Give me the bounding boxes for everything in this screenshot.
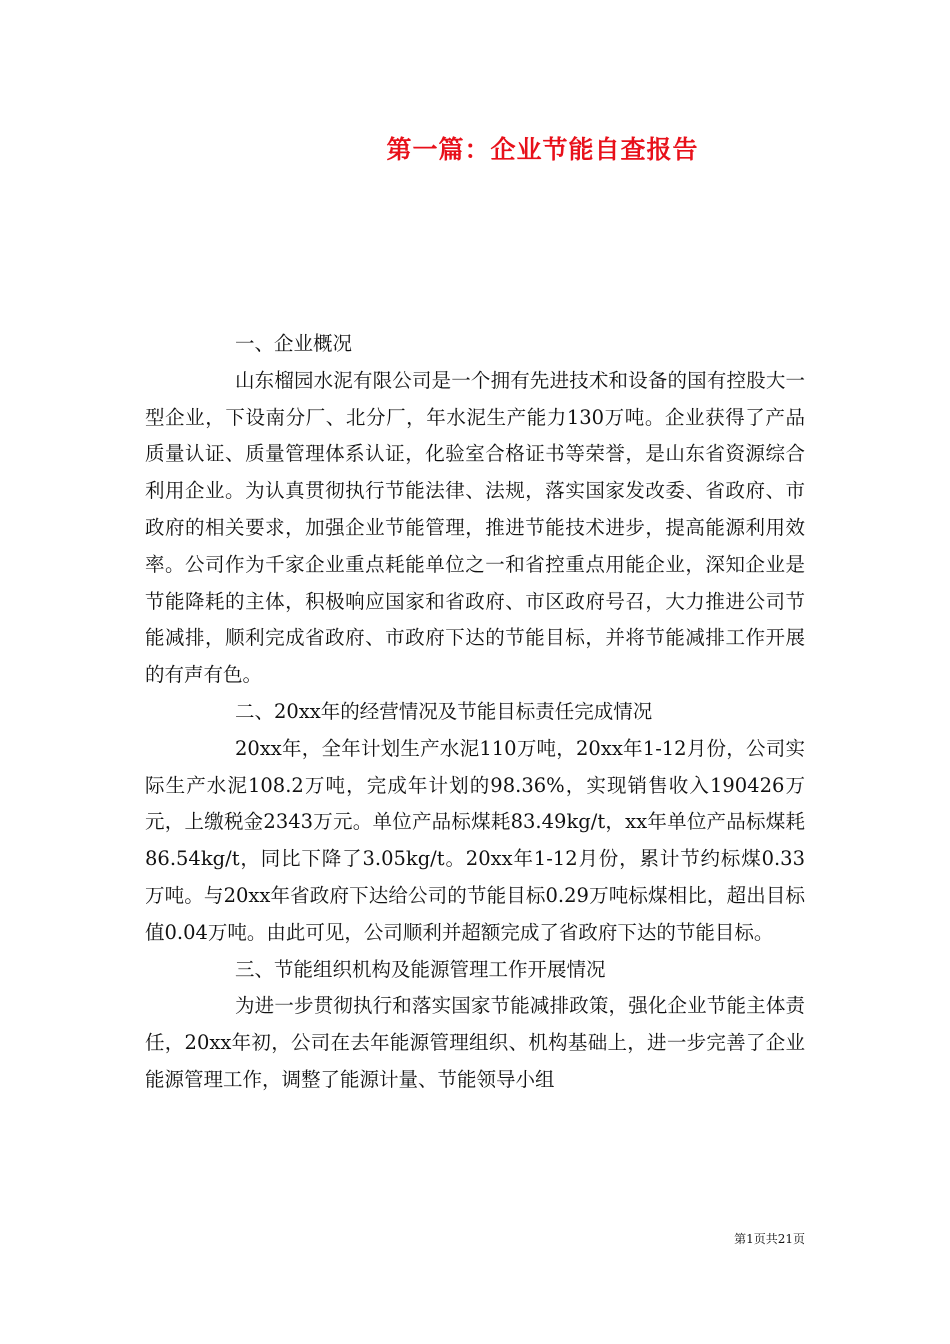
page-number-footer: 第1页共21页 [734,1232,805,1246]
document-body [145,326,805,1099]
paragraph-organization: 为进一步贯彻执行和落实国家节能减排政策，强化企业节能主体责任，20xx年初，公司在去年能源管理组织、机构基础上，进一步完善了企业能源管理工作，调整了能源计量、节能领导小组 [145,994,805,1091]
document-title: 第一篇：企业节能自查报告 [386,135,699,164]
section-heading-overview: 一、企业概况 [235,332,353,355]
section-heading-organization: 三、节能组织机构及能源管理工作开展情况 [235,957,606,981]
section-heading-operations: 二、20xx年的经营情况及节能目标责任完成情况 [235,699,653,723]
paragraph-company-overview: 山东榴园水泥有限公司是一个拥有先进技术和设备的国有控股大一型企业，下设南分厂、北分厂，年水泥生产能力130万吨。企业获得了产品质量认证、质量管理体系认证，化验室合格证书等荣誉，是山东省资源综合利用企业。为认真贯彻执行节能法律、法规，落实国家发改委、省政府、市政府的相关要求，加强企业节能管理，推进节能技术进步，提高能源利用效率。公司作为千家企业重点耗能单位之一和省控重点用能企业，深知企业是节能降耗的主体，积极响应国家和省政府、市区政府号召，大力推进公司节能减排，顺利完成省政府、市政府下达的节能目标，并将节能减排工作开展的有声有色。 [145,368,805,687]
paragraph-operations: 20xx年，全年计划生产水泥110万吨，20xx年1-12月份，公司实际生产水泥108.2万吨，完成年计划的98.36%，实现销售收入190426万元，上缴税金2343万元。单位产品标煤耗83.49kg/t，xx年单位产品标煤耗86.54kg/t，同比下降了3.05kg/t。20xx年1-12月份，累计节约标煤0.33万吨。与20xx年省政府下达给公司的节能目标0.29万吨标煤相比，超出目标值0.04万吨。由此可见，公司顺利并超额完成了省政府下达的节能目标。 [145,736,805,944]
